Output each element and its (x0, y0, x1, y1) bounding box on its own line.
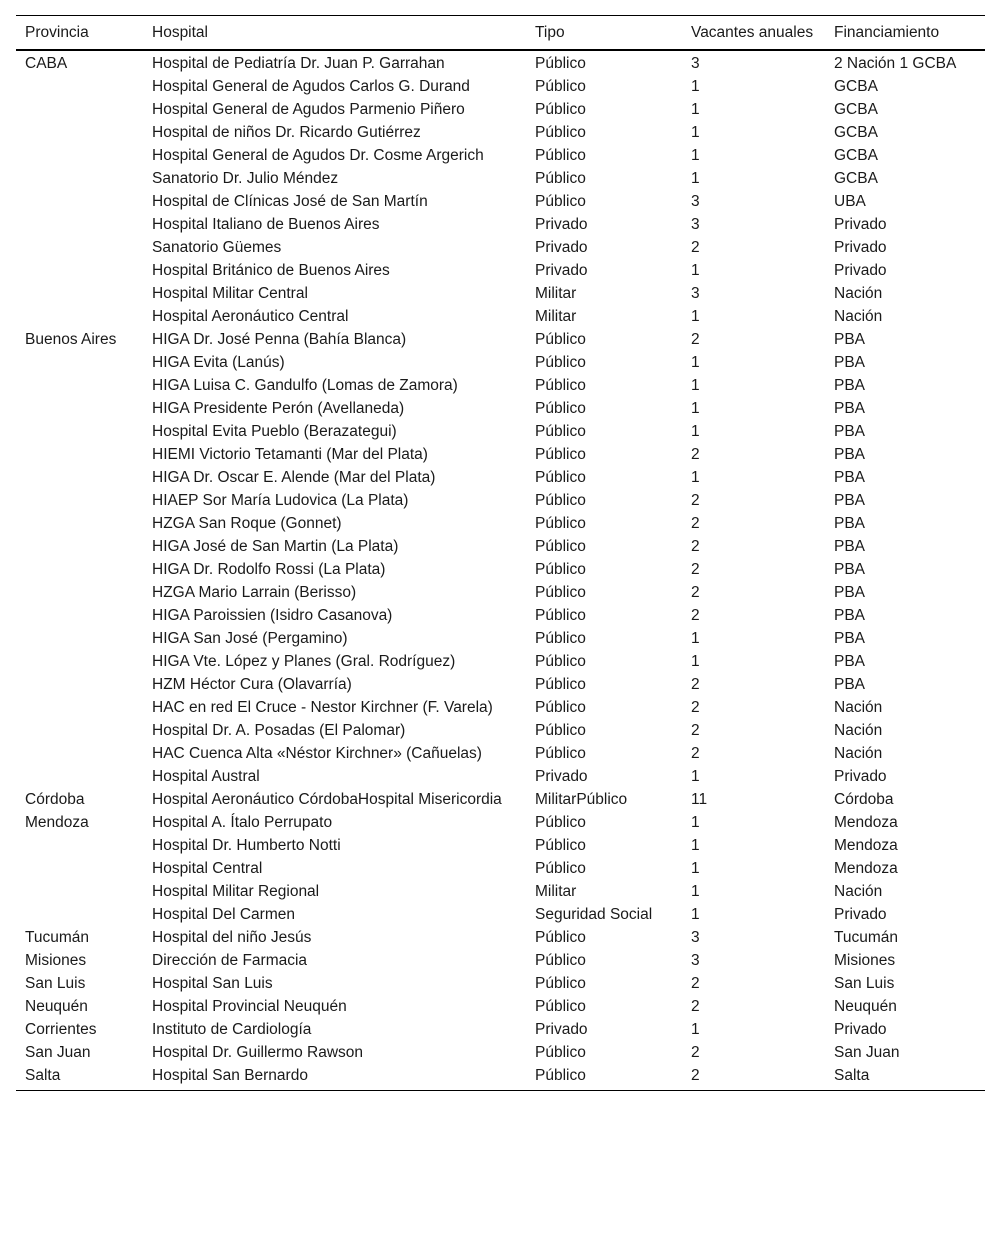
cell-vacantes: 2 (691, 607, 700, 624)
cell-hospital: HAC Cuenca Alta «Néstor Kirchner» (Cañuelas) (152, 745, 482, 762)
cell-vacantes: 3 (691, 952, 700, 969)
cell-vacantes: 1 (691, 170, 700, 187)
cell-tipo: Privado (535, 239, 588, 256)
cell-tipo: Privado (535, 262, 588, 279)
cell-vacantes: 1 (691, 906, 700, 923)
table-row (16, 121, 985, 144)
cell-financiamiento: PBA (834, 446, 866, 463)
cell-provincia: Neuquén (25, 998, 88, 1015)
cell-vacantes: 3 (691, 929, 700, 946)
cell-hospital: Hospital Central (152, 860, 263, 877)
cell-hospital: Hospital General de Agudos Carlos G. Durand (152, 78, 470, 95)
cell-tipo: Público (535, 446, 586, 463)
cell-financiamiento: Córdoba (834, 791, 894, 808)
cell-financiamiento: San Juan (834, 1044, 900, 1061)
cell-tipo: Público (535, 124, 586, 141)
cell-provincia: Buenos Aires (25, 331, 117, 348)
cell-financiamiento: PBA (834, 354, 866, 371)
cell-tipo: Público (535, 975, 586, 992)
cell-tipo: Público (535, 101, 586, 118)
cell-provincia (16, 466, 143, 489)
cell-tipo: Público (535, 170, 586, 187)
cell-vacantes: 1 (691, 1021, 700, 1038)
table-row (16, 558, 985, 581)
cell-financiamiento: PBA (834, 423, 866, 440)
table-row (16, 351, 985, 374)
cell-hospital: Hospital del niño Jesús (152, 929, 312, 946)
cell-tipo: Público (535, 837, 586, 854)
cell-vacantes: 2 (691, 561, 700, 578)
table-row (16, 259, 985, 282)
cell-hospital: Hospital General de Agudos Dr. Cosme Argerich (152, 147, 484, 164)
cell-hospital: Hospital de Pediatría Dr. Juan P. Garrahan (152, 55, 445, 72)
cell-provincia (16, 305, 143, 328)
cell-hospital: Hospital Provincial Neuquén (152, 998, 347, 1015)
cell-tipo: Público (535, 492, 586, 509)
cell-tipo: Público (535, 1044, 586, 1061)
table-row (16, 742, 985, 765)
table-row (16, 512, 985, 535)
cell-financiamiento: PBA (834, 676, 866, 693)
cell-provincia (16, 834, 143, 857)
header-vacantes: Vacantes anuales (691, 24, 814, 41)
cell-tipo: Público (535, 860, 586, 877)
cell-provincia (16, 397, 143, 420)
cell-vacantes: 1 (691, 262, 700, 279)
cell-provincia: Mendoza (25, 814, 89, 831)
table-row (16, 213, 985, 236)
cell-vacantes: 1 (691, 883, 700, 900)
cell-hospital: Dirección de Farmacia (152, 952, 308, 969)
cell-financiamiento: GCBA (834, 78, 878, 95)
cell-financiamiento: Privado (834, 262, 887, 279)
cell-vacantes: 1 (691, 124, 700, 141)
table-row (16, 1064, 985, 1091)
cell-vacantes: 1 (691, 653, 700, 670)
cell-tipo: Público (535, 676, 586, 693)
cell-vacantes: 2 (691, 1067, 700, 1084)
cell-provincia (16, 282, 143, 305)
cell-tipo: Público (535, 147, 586, 164)
cell-financiamiento: Privado (834, 906, 887, 923)
cell-vacantes: 2 (691, 239, 700, 256)
cell-tipo: Público (535, 699, 586, 716)
cell-financiamiento: GCBA (834, 170, 878, 187)
cell-vacantes: 11 (691, 791, 708, 808)
table-row (16, 1018, 985, 1041)
cell-hospital: HIGA Dr. Oscar E. Alende (Mar del Plata) (152, 469, 436, 486)
cell-tipo: Militar (535, 285, 577, 302)
table-row (16, 719, 985, 742)
cell-hospital: Hospital Dr. Guillermo Rawson (152, 1044, 364, 1061)
cell-vacantes: 2 (691, 676, 700, 693)
cell-financiamiento: PBA (834, 584, 866, 601)
cell-hospital: HIGA Evita (Lanús) (152, 354, 285, 371)
cell-hospital: HZGA San Roque (Gonnet) (152, 515, 342, 532)
cell-vacantes: 2 (691, 584, 700, 601)
cell-hospital: HIAEP Sor María Ludovica (La Plata) (152, 492, 409, 509)
cell-hospital: Hospital Británico de Buenos Aires (152, 262, 390, 279)
cell-provincia (16, 581, 143, 604)
cell-financiamiento: Nación (834, 285, 883, 302)
cell-provincia: San Luis (25, 975, 86, 992)
cell-tipo: Público (535, 331, 586, 348)
cell-tipo: Público (535, 354, 586, 371)
cell-hospital: HIGA Dr. Rodolfo Rossi (La Plata) (152, 561, 386, 578)
cell-hospital: Hospital A. Ítalo Perrupato (152, 814, 333, 831)
cell-financiamiento: Nación (834, 883, 883, 900)
cell-tipo: Público (535, 423, 586, 440)
cell-hospital: Sanatorio Dr. Julio Méndez (152, 170, 339, 187)
cell-financiamiento: Nación (834, 699, 883, 716)
cell-financiamiento: Tucumán (834, 929, 899, 946)
cell-financiamiento: GCBA (834, 147, 878, 164)
table-body (16, 50, 985, 1091)
cell-tipo: Público (535, 929, 586, 946)
cell-financiamiento: PBA (834, 377, 866, 394)
table-row (16, 98, 985, 121)
cell-financiamiento: Mendoza (834, 837, 898, 854)
cell-hospital: HIEMI Victorio Tetamanti (Mar del Plata) (152, 446, 428, 463)
hospitals-table (16, 15, 985, 1091)
table-row (16, 535, 985, 558)
cell-vacantes: 2 (691, 331, 700, 348)
cell-provincia (16, 213, 143, 236)
cell-financiamiento: Privado (834, 216, 887, 233)
header-provincia: Provincia (25, 24, 89, 41)
cell-provincia (16, 443, 143, 466)
cell-hospital: HIGA Dr. José Penna (Bahía Blanca) (152, 331, 407, 348)
cell-hospital: HZGA Mario Larrain (Berisso) (152, 584, 357, 601)
cell-vacantes: 2 (691, 492, 700, 509)
table-row (16, 190, 985, 213)
cell-tipo: Público (535, 952, 586, 969)
table-row (16, 604, 985, 627)
cell-vacantes: 2 (691, 446, 700, 463)
table-row (16, 144, 985, 167)
table-row (16, 926, 985, 949)
cell-provincia (16, 673, 143, 696)
cell-vacantes: 1 (691, 78, 700, 95)
cell-provincia: Córdoba (25, 791, 85, 808)
cell-hospital: Hospital Dr. Humberto Notti (152, 837, 341, 854)
cell-tipo: Público (535, 193, 586, 210)
cell-tipo: Público (535, 745, 586, 762)
cell-provincia: CABA (25, 55, 68, 72)
table-row (16, 282, 985, 305)
cell-provincia (16, 903, 143, 926)
cell-financiamiento: PBA (834, 653, 866, 670)
table-header (16, 16, 985, 51)
cell-hospital: Hospital Italiano de Buenos Aires (152, 216, 380, 233)
cell-provincia (16, 742, 143, 765)
header-hospital: Hospital (152, 24, 208, 41)
cell-vacantes: 1 (691, 423, 700, 440)
cell-provincia (16, 535, 143, 558)
cell-hospital: Hospital Del Carmen (152, 906, 295, 923)
cell-hospital: Hospital San Bernardo (152, 1067, 308, 1084)
cell-tipo: Público (535, 1067, 586, 1084)
cell-tipo: Militar (535, 308, 577, 325)
cell-tipo: Público (535, 515, 586, 532)
table-row (16, 328, 985, 351)
cell-vacantes: 1 (691, 101, 700, 118)
table-row (16, 236, 985, 259)
cell-provincia: Corrientes (25, 1021, 97, 1038)
cell-tipo: Público (535, 722, 586, 739)
cell-vacantes: 3 (691, 216, 700, 233)
cell-vacantes: 1 (691, 354, 700, 371)
cell-tipo: Público (535, 400, 586, 417)
cell-vacantes: 1 (691, 860, 700, 877)
cell-hospital: HZM Héctor Cura (Olavarría) (152, 676, 352, 693)
cell-vacantes: 2 (691, 1044, 700, 1061)
header-row (16, 16, 985, 51)
cell-hospital: HAC en red El Cruce - Nestor Kirchner (F. Varela) (152, 699, 493, 716)
table-row (16, 1041, 985, 1064)
cell-tipo: MilitarPúblico (535, 791, 628, 808)
table-row (16, 466, 985, 489)
table-row (16, 696, 985, 719)
cell-tipo: Público (535, 78, 586, 95)
cell-tipo: Público (535, 998, 586, 1015)
table-row (16, 673, 985, 696)
cell-vacantes: 1 (691, 814, 700, 831)
cell-provincia (16, 374, 143, 397)
table-row (16, 650, 985, 673)
cell-provincia (16, 627, 143, 650)
table-row (16, 305, 985, 328)
cell-provincia (16, 719, 143, 742)
cell-hospital: Hospital Evita Pueblo (Berazategui) (152, 423, 397, 440)
cell-provincia (16, 420, 143, 443)
cell-hospital: Sanatorio Güemes (152, 239, 282, 256)
table-row (16, 880, 985, 903)
table-row (16, 765, 985, 788)
cell-provincia (16, 190, 143, 213)
table-row (16, 489, 985, 512)
cell-financiamiento: PBA (834, 469, 866, 486)
cell-hospital: Hospital Dr. A. Posadas (El Palomar) (152, 722, 406, 739)
cell-hospital: Hospital de niños Dr. Ricardo Gutiérrez (152, 124, 421, 141)
cell-financiamiento: PBA (834, 331, 866, 348)
cell-financiamiento: UBA (834, 193, 866, 210)
cell-financiamiento: Mendoza (834, 860, 898, 877)
cell-hospital: HIGA San José (Pergamino) (152, 630, 348, 647)
table-row (16, 581, 985, 604)
cell-provincia (16, 558, 143, 581)
cell-tipo: Público (535, 584, 586, 601)
cell-tipo: Privado (535, 768, 588, 785)
cell-hospital: HIGA Luisa C. Gandulfo (Lomas de Zamora) (152, 377, 458, 394)
cell-financiamiento: PBA (834, 515, 866, 532)
cell-hospital: Hospital Aeronáutico CórdobaHospital Misericordia (152, 791, 502, 808)
cell-vacantes: 3 (691, 285, 700, 302)
table-row (16, 857, 985, 880)
cell-vacantes: 1 (691, 400, 700, 417)
cell-hospital: HIGA Vte. López y Planes (Gral. Rodríguez) (152, 653, 456, 670)
cell-hospital: Hospital Aeronáutico Central (152, 308, 349, 325)
cell-provincia (16, 98, 143, 121)
cell-provincia (16, 857, 143, 880)
cell-hospital: HIGA José de San Martin (La Plata) (152, 538, 399, 555)
cell-tipo: Público (535, 630, 586, 647)
cell-hospital: Hospital General de Agudos Parmenio Piñero (152, 101, 465, 118)
cell-financiamiento: GCBA (834, 101, 878, 118)
cell-tipo: Público (535, 377, 586, 394)
table-row (16, 374, 985, 397)
cell-financiamiento: Neuquén (834, 998, 897, 1015)
cell-provincia: Tucumán (25, 929, 90, 946)
table-row (16, 420, 985, 443)
cell-financiamiento: Nación (834, 722, 883, 739)
cell-vacantes: 2 (691, 722, 700, 739)
cell-hospital: Instituto de Cardiología (152, 1021, 312, 1038)
cell-provincia (16, 167, 143, 190)
cell-vacantes: 3 (691, 193, 700, 210)
cell-tipo: Público (535, 469, 586, 486)
cell-tipo: Militar (535, 883, 577, 900)
cell-provincia (16, 765, 143, 788)
cell-provincia (16, 144, 143, 167)
cell-vacantes: 2 (691, 998, 700, 1015)
cell-financiamiento: GCBA (834, 124, 878, 141)
table-row (16, 995, 985, 1018)
header-financiamiento: Financiamiento (834, 24, 940, 41)
cell-tipo: Público (535, 653, 586, 670)
cell-vacantes: 2 (691, 699, 700, 716)
cell-financiamiento: San Luis (834, 975, 895, 992)
cell-hospital: Hospital Austral (152, 768, 260, 785)
cell-financiamiento: PBA (834, 400, 866, 417)
cell-provincia (16, 75, 143, 98)
table-row (16, 167, 985, 190)
table-row (16, 397, 985, 420)
cell-tipo: Público (535, 55, 586, 72)
cell-financiamiento: Privado (834, 1021, 887, 1038)
cell-financiamiento: Salta (834, 1067, 870, 1084)
cell-vacantes: 1 (691, 377, 700, 394)
cell-financiamiento: PBA (834, 492, 866, 509)
cell-hospital: Hospital Militar Regional (152, 883, 320, 900)
cell-hospital: Hospital San Luis (152, 975, 273, 992)
table-row (16, 50, 985, 75)
cell-provincia (16, 489, 143, 512)
cell-financiamiento: Misiones (834, 952, 896, 969)
cell-provincia (16, 604, 143, 627)
table-row (16, 627, 985, 650)
cell-tipo: Público (535, 561, 586, 578)
cell-provincia (16, 696, 143, 719)
cell-vacantes: 2 (691, 538, 700, 555)
table-container (16, 15, 985, 1091)
cell-vacantes: 1 (691, 837, 700, 854)
cell-tipo: Público (535, 538, 586, 555)
table-row (16, 443, 985, 466)
cell-financiamiento: PBA (834, 630, 866, 647)
cell-tipo: Seguridad Social (535, 906, 653, 923)
cell-tipo: Privado (535, 216, 588, 233)
cell-financiamiento: Privado (834, 768, 887, 785)
cell-hospital: Hospital Militar Central (152, 285, 308, 302)
cell-vacantes: 3 (691, 55, 700, 72)
cell-vacantes: 1 (691, 768, 700, 785)
cell-provincia: Misiones (25, 952, 87, 969)
table-row (16, 949, 985, 972)
cell-provincia (16, 236, 143, 259)
cell-provincia (16, 880, 143, 903)
cell-provincia (16, 512, 143, 535)
table-row (16, 811, 985, 834)
cell-financiamiento: 2 Nación 1 GCBA (834, 55, 957, 72)
cell-provincia (16, 259, 143, 282)
cell-tipo: Privado (535, 1021, 588, 1038)
cell-financiamiento: Privado (834, 239, 887, 256)
table-row (16, 903, 985, 926)
cell-tipo: Público (535, 814, 586, 831)
cell-vacantes: 2 (691, 745, 700, 762)
cell-financiamiento: PBA (834, 607, 866, 624)
cell-provincia (16, 121, 143, 144)
cell-vacantes: 1 (691, 308, 700, 325)
cell-provincia (16, 351, 143, 374)
cell-vacantes: 1 (691, 469, 700, 486)
table-row (16, 834, 985, 857)
cell-hospital: Hospital de Clínicas José de San Martín (152, 193, 428, 210)
cell-provincia (16, 650, 143, 673)
cell-financiamiento: Nación (834, 308, 883, 325)
table-row (16, 972, 985, 995)
cell-tipo: Público (535, 607, 586, 624)
cell-provincia: San Juan (25, 1044, 91, 1061)
cell-financiamiento: PBA (834, 538, 866, 555)
cell-hospital: HIGA Presidente Perón (Avellaneda) (152, 400, 405, 417)
cell-hospital: HIGA Paroissien (Isidro Casanova) (152, 607, 393, 624)
cell-financiamiento: PBA (834, 561, 866, 578)
cell-vacantes: 1 (691, 147, 700, 164)
cell-vacantes: 2 (691, 515, 700, 532)
cell-provincia: Salta (25, 1067, 61, 1084)
header-tipo: Tipo (535, 24, 565, 41)
cell-financiamiento: Mendoza (834, 814, 898, 831)
cell-financiamiento: Nación (834, 745, 883, 762)
table-row (16, 788, 985, 811)
table-row (16, 75, 985, 98)
cell-vacantes: 2 (691, 975, 700, 992)
cell-vacantes: 1 (691, 630, 700, 647)
